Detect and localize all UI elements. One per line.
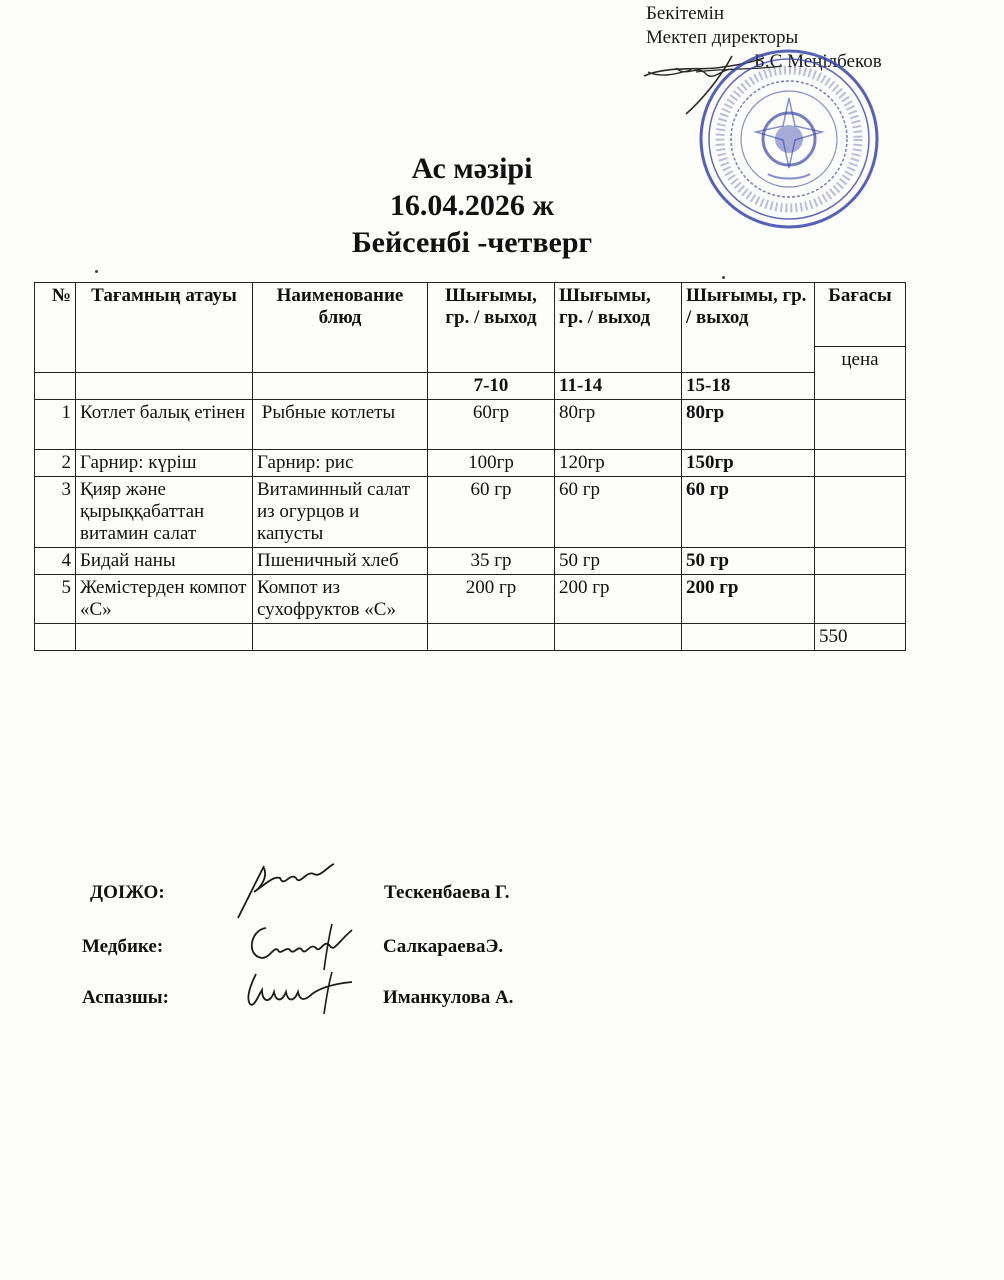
col-yield-1: Шығымы, гр. / выход xyxy=(428,283,555,373)
yield-15-18: 60 гр xyxy=(682,477,815,548)
col-name-ru: Наименование блюд xyxy=(253,283,428,373)
title-date: 16.04.2026 ж xyxy=(389,189,555,222)
dish-name-ru: Гарнир: рис xyxy=(253,450,428,477)
dish-name-ru: Рыбные котлеты xyxy=(253,400,428,450)
staff-name-3: Иманкулова А. xyxy=(383,987,514,1008)
age-group-3: 15-18 xyxy=(682,373,815,400)
yield-15-18: 80гр xyxy=(682,400,815,450)
dish-name-kz: Қияр және қырыққабаттан витамин салат xyxy=(76,477,253,548)
yield-15-18: 200 гр xyxy=(682,575,815,624)
col-yield-2: Шығымы, гр. / выход xyxy=(555,283,682,373)
yield-7-10: 100гр xyxy=(428,450,555,477)
menu-title xyxy=(0,150,1004,261)
price-cell xyxy=(815,450,906,477)
total-row xyxy=(35,624,906,651)
yield-11-14: 200 гр xyxy=(555,575,682,624)
dish-name-ru: Витаминный салат из огурцов и капусты xyxy=(253,477,428,548)
dish-name-kz: Гарнир: күріш xyxy=(76,450,253,477)
yield-7-10: 35 гр xyxy=(428,548,555,575)
dish-name-kz: Котлет балық етінен xyxy=(76,400,253,450)
row-number: 1 xyxy=(35,400,76,450)
dish-name-kz: Бидай наны xyxy=(76,548,253,575)
staff-name-1: Тескенбаева Г. xyxy=(384,882,510,903)
yield-15-18: 50 гр xyxy=(682,548,815,575)
table-row xyxy=(35,575,906,624)
approval-label: Бекітемін xyxy=(646,3,725,24)
staff-signature-1 xyxy=(234,858,344,922)
yield-11-14: 60 гр xyxy=(555,477,682,548)
staff-role-2: Медбике: xyxy=(82,936,164,957)
row-number: 3 xyxy=(35,477,76,548)
age-row xyxy=(35,373,906,400)
staff-name-2: СалкараеваЭ. xyxy=(383,936,504,957)
total-price: 550 xyxy=(815,624,906,651)
age-group-1: 7-10 xyxy=(428,373,555,400)
dish-name-kz: Жемістерден компот «С» xyxy=(76,575,253,624)
title-main: Ас мәзірі xyxy=(411,152,533,185)
yield-11-14: 80гр xyxy=(555,400,682,450)
dish-name-ru: Пшеничный хлеб xyxy=(253,548,428,575)
yield-7-10: 60гр xyxy=(428,400,555,450)
staff-role-1: ДОІЖО: xyxy=(90,882,165,903)
price-cell xyxy=(815,477,906,548)
yield-11-14: 120гр xyxy=(555,450,682,477)
row-number: 5 xyxy=(35,575,76,624)
col-price-ru: цена xyxy=(815,347,906,400)
table-row xyxy=(35,548,906,575)
title-day: Бейсенбі -четверг xyxy=(351,226,593,259)
yield-11-14: 50 гр xyxy=(555,548,682,575)
col-yield-3: Шығымы, гр. / выход xyxy=(682,283,815,373)
col-number: № xyxy=(35,283,76,373)
price-cell xyxy=(815,400,906,450)
row-number: 4 xyxy=(35,548,76,575)
col-price-kz: Бағасы xyxy=(815,283,906,347)
approval-position: Мектеп директоры xyxy=(646,27,799,48)
speck xyxy=(95,270,98,273)
table-row xyxy=(35,450,906,477)
age-group-2: 11-14 xyxy=(555,373,682,400)
row-number: 2 xyxy=(35,450,76,477)
staff-signature-3 xyxy=(236,968,356,1018)
staff-role-3: Аспазшы: xyxy=(82,987,169,1008)
dish-name-ru: Компот из сухофруктов «С» xyxy=(253,575,428,624)
yield-7-10: 60 гр xyxy=(428,477,555,548)
yield-7-10: 200 гр xyxy=(428,575,555,624)
header-row xyxy=(35,283,906,347)
director-name: Б.С Меңілбеков xyxy=(754,51,882,72)
price-cell xyxy=(815,548,906,575)
price-cell xyxy=(815,575,906,624)
speck xyxy=(722,276,725,279)
menu-table xyxy=(34,282,906,651)
table-row xyxy=(35,400,906,450)
table-row xyxy=(35,477,906,548)
staff-signature-2 xyxy=(240,916,360,972)
yield-15-18: 150гр xyxy=(682,450,815,477)
col-name-kz: Тағамның атауы xyxy=(76,283,253,373)
